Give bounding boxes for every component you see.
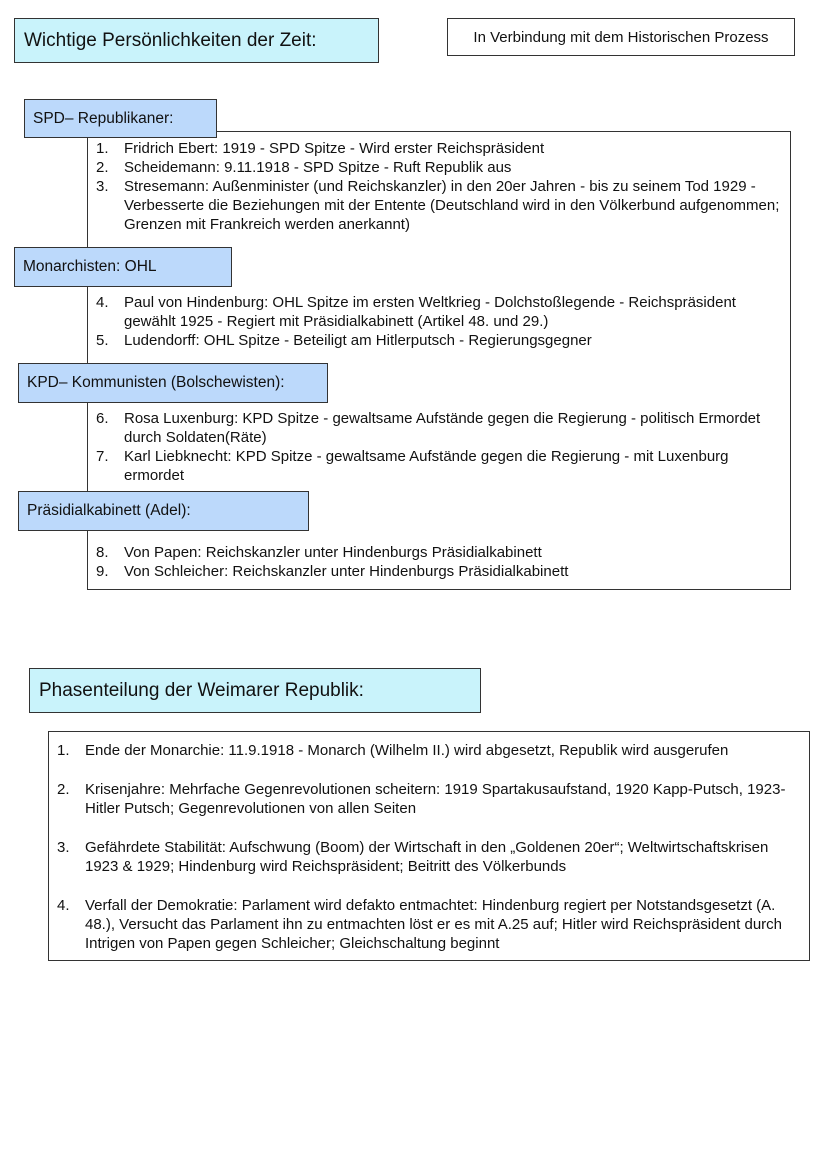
group-label-monarchisten: Monarchisten: OHL: [14, 247, 232, 287]
group-label-kpd: KPD– Kommunisten (Bolschewisten):: [18, 363, 328, 403]
list-item: 1. Fridrich Ebert: 1919 - SPD Spitze - Wird erster Reichspräsident: [96, 140, 545, 157]
list-item: 9. Von Schleicher: Reichskanzler unter Hindenburgs Präsidialkabinett: [96, 563, 569, 580]
list-item: 1. Ende der Monarchie: 11.9.1918 - Monarch (Wilhelm II.) wird abgesetzt, Republik wird ausgerufen: [57, 742, 729, 759]
phases-list: [57, 741, 805, 953]
list-item: 8. Von Papen: Reichskanzler unter Hindenburgs Präsidialkabinett: [96, 544, 542, 561]
list-item: 6. Rosa Luxenburg: KPD Spitze - gewaltsame Aufstände gegen die Regierung - politisch Ermordet durch Soldaten(Räte): [96, 410, 761, 446]
group-list-spd: [96, 139, 786, 234]
list-item: 4. Verfall der Demokratie: Parlament wird defakto entmachtet: Hindenburg regiert per Notstandsgesetzt (A. 48.), Versucht das Parlament ihn zu entmachten löst er es mit A.25 auf; Hitler wird Reichspräsident durch Intrigen von Papen gegen Schleicher; Gleichschaltung beginnt: [57, 897, 783, 952]
group-list-praesidialkabinett: [96, 543, 786, 581]
group-list-kpd: [96, 409, 786, 485]
list-item: 3. Stresemann: Außenminister (und Reichskanzler) in den 20er Jahren - bis zu seinem Tod 1929 - Verbesserte die Beziehungen mit der Entente (Deutschland wird in den Völkerbund aufgenommen; Grenzen mit Frankreich werden anerkannt): [96, 178, 780, 233]
page-title: Wichtige Persönlichkeiten der Zeit:: [14, 18, 379, 63]
group-list-monarchisten: [96, 293, 786, 350]
list-item: 5. Ludendorff: OHL Spitze - Beteiligt am Hitlerputsch - Regierungsgegner: [96, 332, 592, 349]
group-label-praesidialkabinett: Präsidialkabinett (Adel):: [18, 491, 309, 531]
reference-note: In Verbindung mit dem Historischen Prozess: [447, 18, 795, 56]
group-label-spd: SPD– Republikaner:: [24, 99, 217, 138]
list-item: 2. Scheidemann: 9.11.1918 - SPD Spitze - Ruft Republik aus: [96, 159, 512, 176]
list-item: 2. Krisenjahre: Mehrfache Gegenrevolutionen scheitern: 1919 Spartakusaufstand, 1920 Kapp-Putsch, 1923- Hitler Putsch; Gegenrevolutionen von allen Seiten: [57, 781, 786, 817]
phases-title: Phasenteilung der Weimarer Republik:: [29, 668, 481, 713]
list-item: 3. Gefährdete Stabilität: Aufschwung (Boom) der Wirtschaft in den „Goldenen 20er“; Weltwirtschaftskrisen 1923 & 1929; Hindenburg wird Reichspräsident; Beitritt des Völkerbunds: [57, 839, 769, 875]
list-item: 7. Karl Liebknecht: KPD Spitze - gewaltsame Aufstände gegen die Regierung - mit Luxenburg ermordet: [96, 448, 729, 484]
list-item: 4. Paul von Hindenburg: OHL Spitze im ersten Weltkrieg - Dolchstoßlegende - Reichspräsident gewählt 1925 - Regiert mit Präsidialkabinett (Artikel 48. und 29.): [96, 294, 736, 330]
